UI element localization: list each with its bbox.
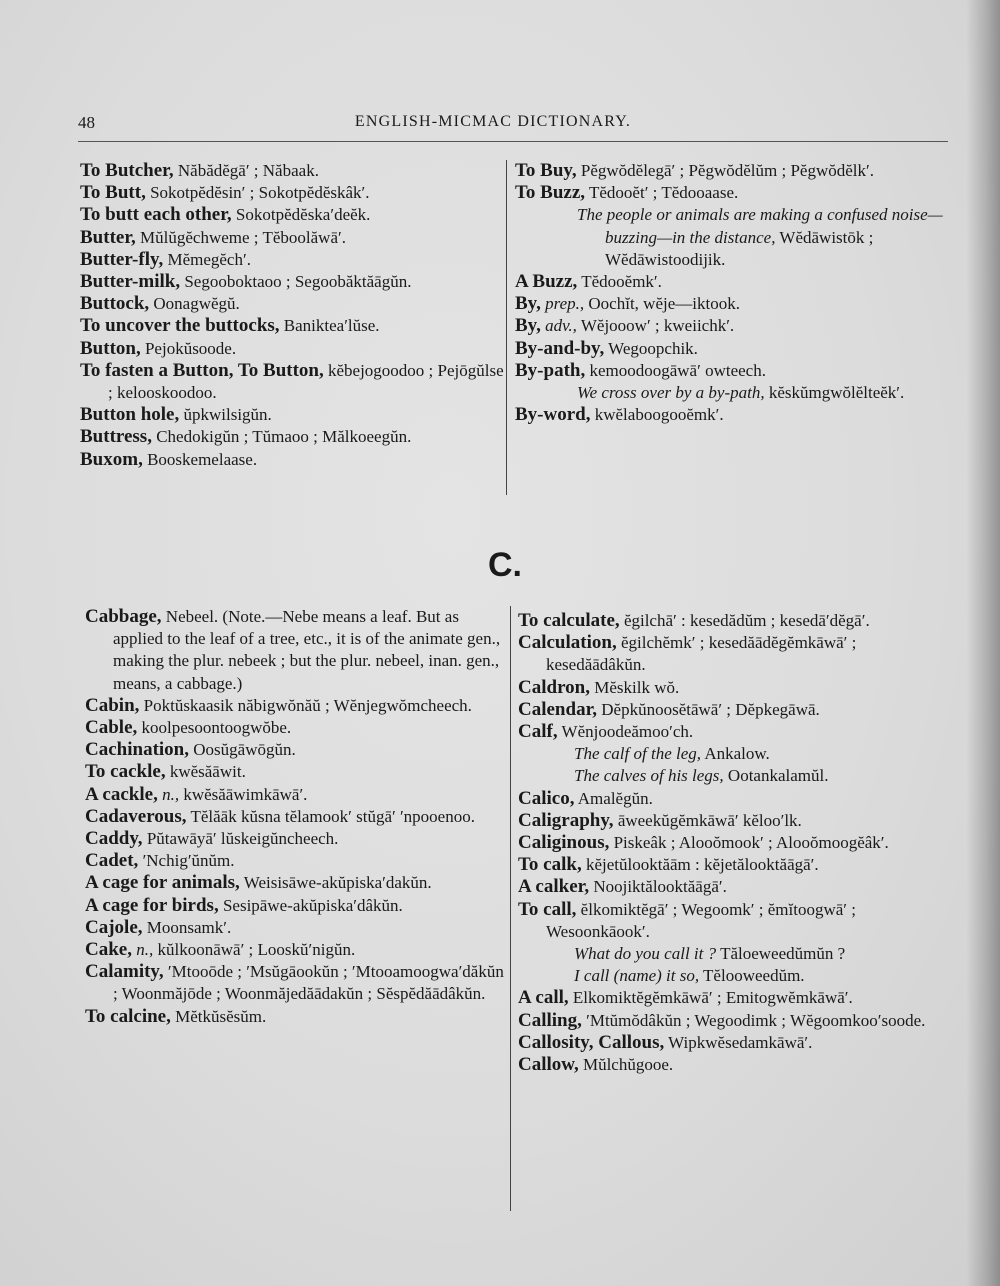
entry-definition: Mŭlchŭgooe.: [578, 1055, 674, 1075]
dictionary-entry: [515, 360, 950, 382]
entry-definition: kwĕlaboogooĕmk′.: [590, 405, 724, 425]
dictionary-entry: [518, 854, 950, 876]
entry-definition: koolpesoontoogwŏbe.: [137, 718, 292, 738]
entry-definition: Tăloeweedŭmŭn ?: [716, 944, 846, 964]
dictionary-entry: [515, 204, 950, 271]
dictionary-entry: [515, 160, 950, 182]
section-letter: C.: [488, 546, 522, 584]
entry-headword: A call,: [518, 987, 569, 1009]
entry-definition: Poktŭskaasik năbigwŏnăŭ ; Wĕnjegwŏmcheech.: [139, 695, 472, 715]
dictionary-entry: [515, 404, 950, 426]
dictionary-entry: [518, 965, 950, 987]
dictionary-entry: [518, 743, 950, 765]
dictionary-entry: [85, 739, 507, 761]
dictionary-entry: [80, 227, 505, 249]
dictionary-entry: [518, 876, 950, 898]
entry-headword: Cadet,: [85, 850, 139, 872]
entry-definition: āweekŭgĕmkāwā′ kĕloo′lk.: [613, 810, 802, 830]
entry-headword: To calcine,: [85, 1005, 171, 1027]
entry-headword: Calculation,: [518, 632, 617, 654]
entry-definition: Ankalow.: [701, 744, 770, 764]
dictionary-entry: [85, 695, 507, 717]
entry-definition: ′Nchig′ŭnŭm.: [138, 851, 235, 871]
column-divider: [506, 160, 507, 495]
dictionary-entry: [80, 160, 505, 182]
entry-headword: Calling,: [518, 1009, 582, 1031]
entry-headword: To Buzz,: [515, 182, 586, 204]
entry-definition: Nebeel. (Note.—Nebe means a leaf. But as applied to the leaf of a tree, etc., it is of the animate gen., making the plur. nebeek ; but the plur. nebeel, inan. gen., means, a cabbage.): [113, 607, 501, 693]
entry-headword: To Butcher,: [80, 160, 174, 181]
dictionary-entry: [518, 810, 950, 832]
c-entries-right-column: [518, 610, 950, 1076]
entry-headword: To uncover the buttocks,: [80, 315, 280, 337]
entry-headword: To butt each other,: [80, 204, 232, 226]
entry-definition: kŭlkoonāwā′ ; Looskŭ′nigŭn.: [153, 940, 356, 960]
entry-headword: Butter-milk,: [80, 271, 181, 293]
entry-definition: Chedokigŭn ; Tŭmaoo ; Mălkoeegŭn.: [151, 427, 412, 447]
entry-definition: Ootankalamŭl.: [723, 766, 829, 786]
entry-headword: By-word,: [515, 404, 591, 426]
entry-headword: By,: [515, 315, 541, 337]
entry-headword: Caldron,: [518, 676, 590, 698]
entry-headword: To calculate,: [518, 610, 620, 631]
entry-definition: kĕskŭmgwŏlĕlteĕk′.: [764, 383, 905, 403]
entry-headword: By-and-by,: [515, 337, 605, 359]
entry-example-phrase: The calf of the leg,: [574, 744, 702, 764]
entry-definition: Mĕmegĕch′.: [163, 249, 251, 269]
entry-example-phrase: The calves of his legs,: [574, 766, 724, 786]
entry-headword: Callow,: [518, 1054, 579, 1076]
dictionary-entry: [518, 632, 950, 676]
page-header: [78, 113, 948, 137]
dictionary-entry: [80, 249, 505, 271]
entry-definition: Dĕpkŭnoosĕtāwā′ ; Dĕpkegāwā.: [597, 699, 820, 719]
dictionary-entry: [515, 338, 950, 360]
dictionary-entry: [515, 382, 950, 404]
entry-headword: Button hole,: [80, 404, 180, 426]
entry-definition: Sokotpĕdĕsin′ ; Sokotpĕdĕskâk′.: [145, 183, 370, 203]
dictionary-entry: [518, 699, 950, 721]
entry-definition: ŭpkwilsigŭn.: [179, 405, 272, 425]
entry-definition: ′Mtooōde ; ′Msŭgāookŭn ; ′Mtooamoogwa′dăkŭn ; Woonmăjōde ; Woonmăjedăādakŭn ; Sĕspĕdăādâkŭn.: [113, 962, 504, 1004]
dictionary-entry: [518, 788, 950, 810]
entry-definition: Oonagwĕgŭ.: [149, 294, 240, 314]
entry-example-phrase: The people or animals are making a confused noise—buzzing—in the distance,: [577, 205, 943, 247]
dictionary-entry: [85, 828, 507, 850]
entry-definition: ĕgilchĕmk′ ; kesedăādĕgĕmkāwā′ ; kesedăādâkŭn.: [546, 633, 857, 675]
entry-definition: ĕgilchā′ : kesedădŭm ; kesedā′dĕgā′.: [619, 611, 870, 630]
entry-definition: Booskemelaase.: [142, 449, 258, 469]
entry-headword: Caddy,: [85, 828, 143, 850]
entry-part-of-speech: n.,: [131, 940, 154, 960]
dictionary-entry: [515, 315, 950, 337]
dictionary-entry: [515, 271, 950, 293]
entry-definition: kemoodoogāwā′ owteech.: [585, 360, 766, 380]
column-divider: [510, 606, 511, 1211]
entry-definition: Segooboktaoo ; Segoobăktăāgŭn.: [180, 272, 412, 292]
entry-definition: Oochĭt, wĕje—iktook.: [584, 294, 740, 314]
dictionary-entry: [518, 1010, 950, 1032]
entry-definition: kwĕsăāwimkāwā′.: [179, 784, 308, 804]
dictionary-entry: [518, 899, 950, 943]
dictionary-entry: [518, 677, 950, 699]
entry-definition: Tĕlooweedŭm.: [699, 966, 805, 986]
b-entries-left-column: [80, 160, 505, 471]
dictionary-entry: [85, 806, 507, 828]
c-entries-left-column: [85, 606, 507, 1028]
entry-headword: Calendar,: [518, 698, 598, 720]
entry-headword: A Buzz,: [515, 271, 578, 293]
dictionary-entry: [515, 293, 950, 315]
dictionary-entry: [80, 293, 505, 315]
entry-headword: To Buy,: [515, 160, 577, 181]
dictionary-entry: [85, 717, 507, 739]
entry-definition: Elkomiktĕgĕmkāwā′ ; Emitogwĕmkāwā′.: [568, 988, 853, 1008]
entry-definition: Wegoopchik.: [604, 338, 698, 358]
entry-definition: Sokotpĕdĕska′deĕk.: [231, 205, 371, 225]
entry-definition: Moonsamk′.: [142, 917, 232, 937]
entry-example-phrase: What do you call it ?: [574, 944, 717, 964]
dictionary-entry: [518, 610, 950, 632]
entry-definition: Weisisāwe-akŭpiska′dakŭn.: [239, 873, 432, 893]
entry-definition: Noojiktălooktăāgā′.: [589, 877, 727, 897]
entry-headword: By-path,: [515, 359, 586, 381]
entry-headword: A calker,: [518, 876, 590, 898]
entry-definition: kĕjetŭlooktăām : kĕjetălooktăāgā′.: [581, 855, 819, 875]
entry-headword: Cabbage,: [85, 606, 162, 627]
entry-headword: A cackle,: [85, 783, 158, 805]
entry-headword: Buttock,: [80, 293, 150, 315]
entry-headword: Button,: [80, 337, 141, 359]
b-entries-right-column: [515, 160, 950, 426]
entry-headword: Cake,: [85, 939, 132, 961]
entry-definition: Tĕlăāk kŭsna tĕlamook′ stŭgā′ ′npooenoo.: [186, 806, 475, 826]
entry-definition: kwĕsăāwit.: [165, 762, 246, 782]
entry-headword: To call,: [518, 898, 577, 920]
dictionary-entry: [518, 765, 950, 787]
entry-definition: Wĕdāwistōk ; Wĕdāwistoodijik.: [605, 227, 874, 269]
entry-definition: Mĕskilk wŏ.: [589, 677, 680, 697]
dictionary-entry: [85, 850, 507, 872]
dictionary-entry: [85, 784, 507, 806]
entry-definition: Baniktea′lŭse.: [279, 316, 380, 336]
entry-definition: Pejokŭsoode.: [140, 338, 237, 358]
entry-headword: Buttress,: [80, 426, 152, 448]
entry-headword: Cabin,: [85, 694, 140, 716]
entry-definition: Mŭlŭgĕchweme ; Tĕboolăwā′.: [135, 227, 346, 247]
entry-headword: Calamity,: [85, 961, 164, 983]
dictionary-entry: [518, 943, 950, 965]
dictionary-entry: [85, 1006, 507, 1028]
dictionary-entry: [80, 449, 505, 471]
entry-headword: Butter-fly,: [80, 248, 164, 270]
entry-headword: By,: [515, 293, 541, 315]
entry-part-of-speech: prep.,: [540, 294, 585, 314]
entry-definition: Năbădĕgā′ ; Năbaak.: [173, 161, 319, 180]
page-number: 48: [78, 113, 95, 132]
entry-headword: Cable,: [85, 717, 138, 739]
dictionary-entry: [80, 271, 505, 293]
entry-definition: Oosŭgāwōgŭn.: [189, 740, 296, 760]
entry-headword: Calico,: [518, 787, 575, 809]
running-title: ENGLISH-MICMAC DICTIONARY.: [354, 113, 632, 130]
dictionary-entry: [518, 987, 950, 1009]
entry-headword: Cadaverous,: [85, 805, 187, 827]
dictionary-entry: [518, 1054, 950, 1076]
dictionary-entry: [80, 404, 505, 426]
entry-example-phrase: I call (name) it so,: [574, 966, 700, 986]
entry-headword: To fasten a Button, To Button,: [80, 359, 324, 381]
entry-definition: Sesipāwe-akŭpiska′dâkŭn.: [218, 895, 403, 915]
dictionary-entry: [85, 872, 507, 894]
dictionary-entry: [80, 338, 505, 360]
dictionary-entry: [518, 1032, 950, 1054]
entry-headword: To calk,: [518, 854, 582, 876]
entry-definition: kĕbejogoodoo ; Pejōgŭlse ; kelooskoodoo.: [108, 360, 504, 403]
entry-definition: ′Mtŭmŏdâkŭn ; Wegoodimk ; Wĕgoomkoo′soode.: [581, 1010, 926, 1030]
entry-headword: Callosity, Callous,: [518, 1031, 665, 1053]
dictionary-entry: [85, 961, 507, 1005]
entry-headword: Cajole,: [85, 916, 143, 938]
entry-part-of-speech: n.,: [157, 784, 180, 804]
dictionary-entry: [515, 182, 950, 204]
entry-definition: Wĕnjoodeămoo′ch.: [557, 722, 694, 742]
entry-headword: A cage for animals,: [85, 872, 240, 894]
entry-definition: Tĕdooĕmk′.: [577, 272, 662, 292]
dictionary-entry: [80, 360, 505, 404]
entry-headword: Caligraphy,: [518, 809, 614, 831]
dictionary-entry: [85, 895, 507, 917]
dictionary-entry: [85, 939, 507, 961]
entry-definition: Wĕjooow′ ; kweiichk′.: [576, 316, 735, 336]
entry-headword: Caliginous,: [518, 832, 610, 854]
entry-definition: Pĕgwŏdĕlegā′ ; Pĕgwŏdĕlŭm ; Pĕgwŏdĕlk′.: [576, 161, 874, 180]
dictionary-entry: [85, 606, 507, 695]
book-spine-shadow: [966, 0, 1000, 1286]
dictionary-entry: [518, 832, 950, 854]
entry-headword: To Butt,: [80, 182, 146, 204]
entry-definition: ĕlkomiktĕgā′ ; Wegoomk′ ; ĕmĭtoogwā′ ; Wesoonkāook′.: [546, 899, 856, 941]
dictionary-entry: [518, 721, 950, 743]
entry-definition: Tĕdooĕt′ ; Tĕdooaase.: [585, 183, 739, 203]
dictionary-entry: [80, 315, 505, 337]
dictionary-entry: [80, 426, 505, 448]
entry-headword: Buxom,: [80, 448, 143, 470]
dictionary-entry: [80, 204, 505, 226]
entry-headword: Calf,: [518, 721, 558, 743]
dictionary-entry: [85, 761, 507, 783]
entry-headword: A cage for birds,: [85, 894, 219, 916]
entry-headword: To cackle,: [85, 761, 166, 783]
entry-definition: Pŭtawāyā′ lŭskeigŭncheech.: [142, 829, 339, 849]
entry-headword: Cachination,: [85, 739, 189, 761]
entry-headword: Butter,: [80, 226, 136, 248]
entry-definition: Wipkwĕsedamkāwā′.: [664, 1032, 813, 1052]
entry-definition: Piskeâk ; Alooŏmook′ ; Alooŏmoogĕâk′.: [609, 833, 889, 853]
dictionary-entry: [85, 917, 507, 939]
entry-definition: Amalĕgŭn.: [574, 788, 653, 808]
header-rule: [78, 141, 948, 142]
entry-part-of-speech: adv.,: [540, 316, 577, 336]
entry-definition: Mĕtkŭsĕsŭm.: [170, 1006, 267, 1026]
dictionary-entry: [80, 182, 505, 204]
entry-example-phrase: We cross over by a by-path,: [577, 383, 765, 403]
